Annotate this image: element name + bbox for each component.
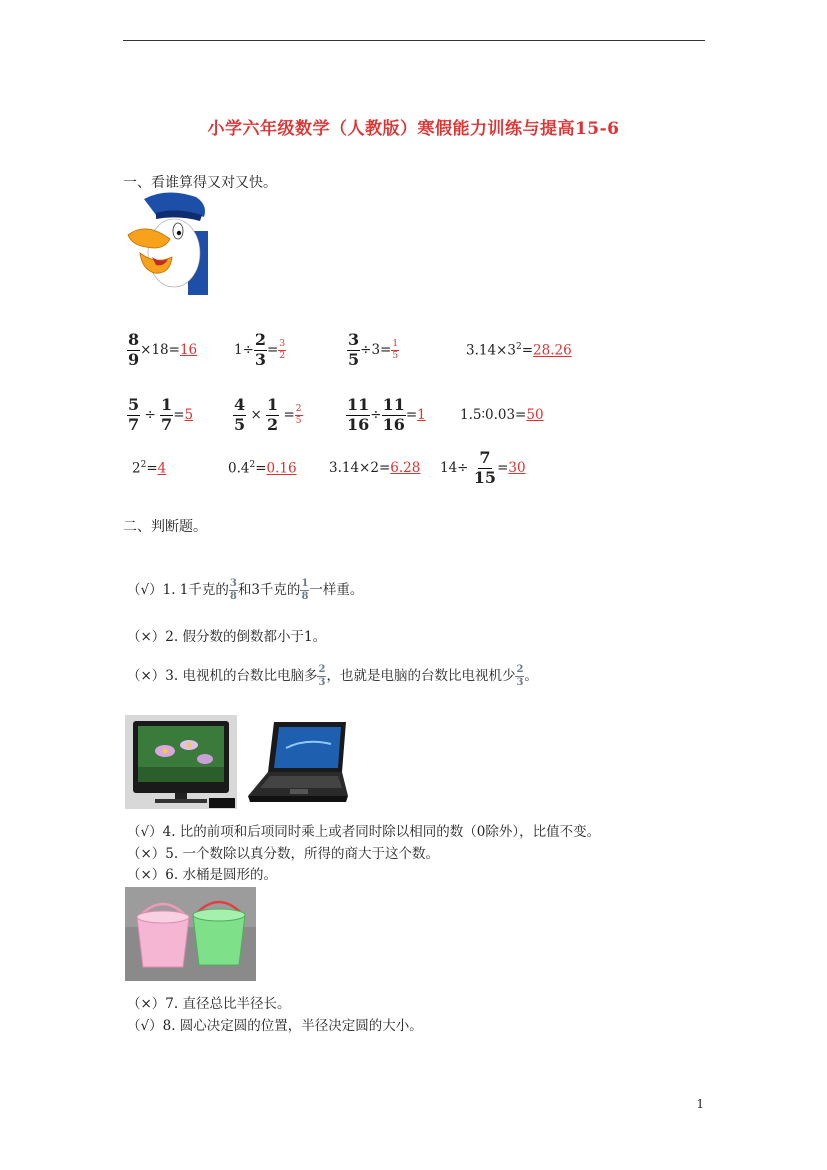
calc-row-3-c: 3.14×2=6.28 (329, 460, 421, 476)
judge-item-2: （×）2. 假分数的倒数都小于1。 (127, 629, 327, 645)
fraction: $\frac{2}{3}$ (516, 664, 524, 688)
calc-row-1-d: $3.14\times 3^2=28.26$ (466, 342, 572, 359)
judge-item-5: （×）5. 一个数除以真分数，所得的商大于这个数。 (127, 846, 439, 862)
fraction: $\frac{2}{3}$ (318, 664, 326, 688)
calc-row-2-b: $\frac{4}{5}$ × $\frac{1}{2}$ = $\frac{2}{5}$ (234, 395, 302, 434)
fraction: $\frac{8}{9}$ (128, 330, 140, 369)
laptop-image (246, 718, 350, 806)
answer: 6.28 (390, 460, 421, 476)
answer-fraction: $\frac{2}{5}$ (295, 403, 302, 426)
fraction: $\frac{3}{5}$ (348, 330, 360, 369)
fraction: $\frac{11}{16}$ (382, 395, 405, 434)
calc-row-3-a: $2^2=4$ (132, 460, 167, 477)
fraction: $\frac{4}{5}$ (234, 395, 246, 434)
television-image (125, 715, 237, 809)
answer: 16 (179, 341, 198, 358)
judge-item-3: （×）3. 电视机的台数比电脑多 $\frac{2}{3}$ ，也就是电脑的台数比电视机少 $\frac{2}{3}$ 。 (127, 664, 538, 688)
calc-row-2-d: 1.5∶0.03=50 (460, 407, 544, 423)
calc-row-2-a: $\frac{5}{7}$ ÷ $\frac{1}{7}$ =5 (128, 395, 194, 434)
answer-fraction: $\frac{1}{5}$ (392, 338, 399, 361)
answer: 50 (526, 407, 544, 423)
buckets-image (125, 887, 256, 981)
section-1-heading: 一、看谁算得又对又快。 (123, 175, 277, 191)
judge-item-7: （×）7. 直径总比半径长。 (127, 996, 291, 1012)
calc-row-1-b: 1÷ $\frac{2}{3}$ = $\frac{3}{2}$ (234, 330, 286, 369)
calc-row-1-c: $\frac{3}{5}$ ÷3= $\frac{1}{5}$ (348, 330, 399, 369)
fraction: $\frac{11}{16}$ (347, 395, 370, 434)
calc-row-1: $\frac{8}{9}$ ×18=16 (128, 330, 198, 369)
fraction: $\frac{7}{15}$ (473, 448, 497, 487)
calc-row-2-c: $\frac{11}{16}$ ÷ $\frac{11}{16}$ =1 (347, 395, 426, 434)
answer: 30 (508, 459, 526, 476)
answer: 5 (184, 406, 194, 423)
answer-fraction: $\frac{3}{2}$ (279, 338, 286, 361)
page-number: 1 (696, 1097, 704, 1111)
judge-item-4: （√）4. 比的前项和后项同时乘上或者同时除以相同的数（0除外），比值不变。 (127, 824, 601, 840)
fraction: $\frac{5}{7}$ (128, 395, 140, 434)
page-title: 小学六年级数学（人教版）寒假能力训练与提高15-6 (207, 119, 620, 139)
judge-item-1: （√）1. 1千克的 $\frac{3}{8}$ 和3千克的 $\frac{1}{8}$ 一样重。 (127, 578, 364, 602)
answer: 4 (157, 460, 167, 477)
fraction: $\frac{1}{7}$ (161, 395, 173, 434)
answer: 28.26 (533, 342, 572, 359)
answer: 0.16 (266, 460, 297, 477)
fraction: $\frac{1}{8}$ (301, 578, 309, 602)
header-rule (123, 40, 705, 41)
judge-item-8: （√）8. 圆心决定圆的位置，半径决定圆的大小。 (127, 1018, 423, 1034)
answer: 1 (417, 406, 426, 423)
judge-item-6: （×）6. 水桶是圆形的。 (127, 867, 277, 883)
fraction: $\frac{1}{2}$ (267, 395, 279, 434)
fraction: $\frac{3}{8}$ (229, 578, 237, 602)
section-2-heading: 二、判断题。 (123, 519, 207, 535)
donald-duck-image (126, 191, 208, 295)
calc-row-3-b: $0.4^2=0.16$ (228, 460, 297, 477)
fraction: $\frac{2}{3}$ (254, 330, 267, 369)
calc-row-3-d: 14÷ $\frac{7}{15}$ =30 (440, 448, 526, 487)
